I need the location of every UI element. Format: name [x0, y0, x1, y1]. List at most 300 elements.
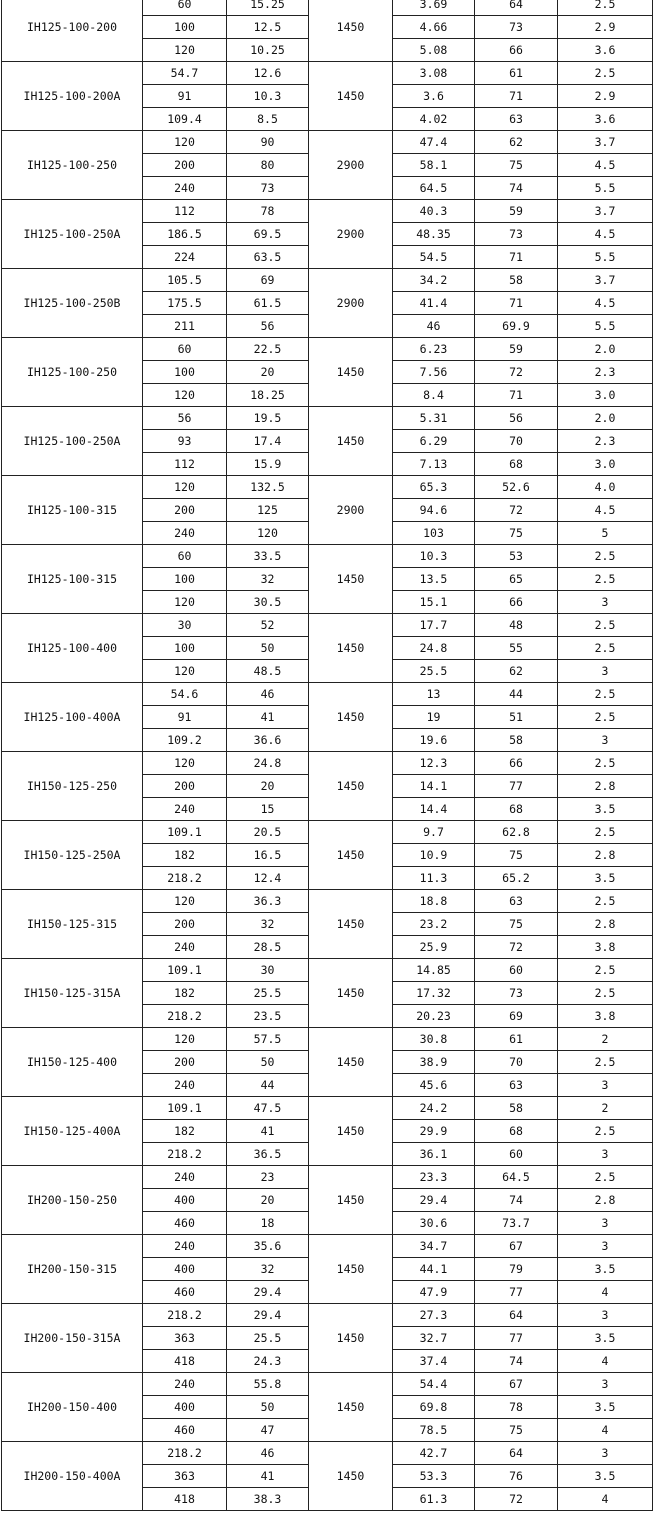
efficiency-cell: 66 [475, 39, 558, 62]
efficiency-cell: 75 [475, 913, 558, 936]
head-cell: 23 [227, 1166, 309, 1189]
head-cell: 24.3 [227, 1350, 309, 1373]
flow-cell: 218.2 [143, 1005, 227, 1028]
efficiency-cell: 75 [475, 154, 558, 177]
flow-cell: 109.1 [143, 959, 227, 982]
efficiency-cell: 55 [475, 637, 558, 660]
power-cell: 37.4 [393, 1350, 475, 1373]
flow-cell: 400 [143, 1258, 227, 1281]
npsh-cell: 4.5 [558, 499, 653, 522]
npsh-cell: 2.8 [558, 775, 653, 798]
speed-cell: 1450 [309, 1166, 393, 1235]
npsh-cell: 3.5 [558, 867, 653, 890]
power-cell: 30.8 [393, 1028, 475, 1051]
efficiency-cell: 75 [475, 522, 558, 545]
npsh-cell: 2.5 [558, 568, 653, 591]
npsh-cell: 2.8 [558, 913, 653, 936]
flow-cell: 200 [143, 499, 227, 522]
efficiency-cell: 67 [475, 1235, 558, 1258]
efficiency-cell: 79 [475, 1258, 558, 1281]
efficiency-cell: 64 [475, 1304, 558, 1327]
power-cell: 10.3 [393, 545, 475, 568]
npsh-cell: 3 [558, 591, 653, 614]
head-cell: 78 [227, 200, 309, 223]
head-cell: 125 [227, 499, 309, 522]
power-cell: 36.1 [393, 1143, 475, 1166]
flow-cell: 120 [143, 476, 227, 499]
npsh-cell: 2.5 [558, 1166, 653, 1189]
head-cell: 16.5 [227, 844, 309, 867]
npsh-cell: 3.5 [558, 1396, 653, 1419]
efficiency-cell: 59 [475, 200, 558, 223]
head-cell: 22.5 [227, 338, 309, 361]
efficiency-cell: 72 [475, 936, 558, 959]
npsh-cell: 2.8 [558, 1189, 653, 1212]
head-cell: 41 [227, 706, 309, 729]
flow-cell: 91 [143, 706, 227, 729]
flow-cell: 120 [143, 39, 227, 62]
power-cell: 34.2 [393, 269, 475, 292]
npsh-cell: 2.3 [558, 361, 653, 384]
speed-cell: 1450 [309, 890, 393, 959]
table-row [2, 338, 653, 361]
power-cell: 5.08 [393, 39, 475, 62]
head-cell: 28.5 [227, 936, 309, 959]
head-cell: 15.25 [227, 0, 309, 16]
efficiency-cell: 73 [475, 16, 558, 39]
model-cell: IH125-100-315 [2, 476, 143, 545]
power-cell: 14.1 [393, 775, 475, 798]
head-cell: 46 [227, 683, 309, 706]
efficiency-cell: 78 [475, 1396, 558, 1419]
power-cell: 19 [393, 706, 475, 729]
flow-cell: 120 [143, 1028, 227, 1051]
npsh-cell: 4.0 [558, 476, 653, 499]
model-cell: IH150-125-315A [2, 959, 143, 1028]
npsh-cell: 3 [558, 1235, 653, 1258]
flow-cell: 100 [143, 16, 227, 39]
model-cell: IH200-150-315 [2, 1235, 143, 1304]
efficiency-cell: 51 [475, 706, 558, 729]
flow-cell: 182 [143, 982, 227, 1005]
npsh-cell: 3 [558, 1373, 653, 1396]
head-cell: 32 [227, 568, 309, 591]
speed-cell: 1450 [309, 1235, 393, 1304]
flow-cell: 109.2 [143, 729, 227, 752]
head-cell: 36.5 [227, 1143, 309, 1166]
flow-cell: 60 [143, 545, 227, 568]
head-cell: 57.5 [227, 1028, 309, 1051]
power-cell: 25.5 [393, 660, 475, 683]
efficiency-cell: 68 [475, 453, 558, 476]
flow-cell: 200 [143, 1051, 227, 1074]
power-cell: 47.9 [393, 1281, 475, 1304]
efficiency-cell: 68 [475, 1120, 558, 1143]
flow-cell: 418 [143, 1488, 227, 1511]
power-cell: 29.9 [393, 1120, 475, 1143]
power-cell: 6.29 [393, 430, 475, 453]
model-cell: IH150-125-315 [2, 890, 143, 959]
flow-cell: 120 [143, 131, 227, 154]
speed-cell: 1450 [309, 62, 393, 131]
flow-cell: 109.4 [143, 108, 227, 131]
npsh-cell: 3 [558, 1074, 653, 1097]
efficiency-cell: 68 [475, 798, 558, 821]
head-cell: 20 [227, 1189, 309, 1212]
efficiency-cell: 71 [475, 85, 558, 108]
head-cell: 18 [227, 1212, 309, 1235]
speed-cell: 1450 [309, 338, 393, 407]
head-cell: 32 [227, 1258, 309, 1281]
power-cell: 53.3 [393, 1465, 475, 1488]
efficiency-cell: 70 [475, 430, 558, 453]
npsh-cell: 3.5 [558, 1258, 653, 1281]
model-cell: IH150-125-250 [2, 752, 143, 821]
speed-cell: 2900 [309, 476, 393, 545]
table-row [2, 476, 653, 499]
flow-cell: 200 [143, 775, 227, 798]
table-row [2, 1373, 653, 1396]
power-cell: 7.56 [393, 361, 475, 384]
flow-cell: 60 [143, 0, 227, 16]
npsh-cell: 2.3 [558, 430, 653, 453]
power-cell: 94.6 [393, 499, 475, 522]
model-cell: IH150-125-400A [2, 1097, 143, 1166]
efficiency-cell: 70 [475, 1051, 558, 1074]
flow-cell: 120 [143, 752, 227, 775]
efficiency-cell: 75 [475, 1419, 558, 1442]
table-row [2, 407, 653, 430]
table-row [2, 200, 653, 223]
speed-cell: 1450 [309, 0, 393, 62]
efficiency-cell: 62 [475, 131, 558, 154]
speed-cell: 1450 [309, 1442, 393, 1511]
efficiency-cell: 64.5 [475, 1166, 558, 1189]
model-cell: IH125-100-250A [2, 407, 143, 476]
efficiency-cell: 63 [475, 890, 558, 913]
head-cell: 44 [227, 1074, 309, 1097]
efficiency-cell: 65.2 [475, 867, 558, 890]
head-cell: 17.4 [227, 430, 309, 453]
flow-cell: 240 [143, 1373, 227, 1396]
flow-cell: 91 [143, 85, 227, 108]
efficiency-cell: 71 [475, 384, 558, 407]
table-row [2, 545, 653, 568]
npsh-cell: 2.5 [558, 683, 653, 706]
power-cell: 4.02 [393, 108, 475, 131]
npsh-cell: 4.5 [558, 223, 653, 246]
flow-cell: 60 [143, 338, 227, 361]
efficiency-cell: 66 [475, 591, 558, 614]
flow-cell: 112 [143, 453, 227, 476]
model-cell: IH200-150-400 [2, 1373, 143, 1442]
power-cell: 14.85 [393, 959, 475, 982]
head-cell: 56 [227, 315, 309, 338]
flow-cell: 186.5 [143, 223, 227, 246]
power-cell: 46 [393, 315, 475, 338]
flow-cell: 240 [143, 798, 227, 821]
flow-cell: 460 [143, 1212, 227, 1235]
efficiency-cell: 52.6 [475, 476, 558, 499]
npsh-cell: 4 [558, 1281, 653, 1304]
head-cell: 12.5 [227, 16, 309, 39]
npsh-cell: 3 [558, 1442, 653, 1465]
table-row [2, 0, 653, 16]
power-cell: 45.6 [393, 1074, 475, 1097]
power-cell: 20.23 [393, 1005, 475, 1028]
power-cell: 15.1 [393, 591, 475, 614]
flow-cell: 120 [143, 384, 227, 407]
speed-cell: 1450 [309, 545, 393, 614]
flow-cell: 240 [143, 936, 227, 959]
head-cell: 50 [227, 637, 309, 660]
head-cell: 46 [227, 1442, 309, 1465]
efficiency-cell: 63 [475, 108, 558, 131]
head-cell: 41 [227, 1120, 309, 1143]
npsh-cell: 5 [558, 522, 653, 545]
efficiency-cell: 61 [475, 62, 558, 85]
head-cell: 18.25 [227, 384, 309, 407]
power-cell: 5.31 [393, 407, 475, 430]
power-cell: 32.7 [393, 1327, 475, 1350]
efficiency-cell: 77 [475, 775, 558, 798]
table-row [2, 269, 653, 292]
flow-cell: 112 [143, 200, 227, 223]
npsh-cell: 2.5 [558, 1051, 653, 1074]
speed-cell: 1450 [309, 407, 393, 476]
model-cell: IH125-100-250 [2, 131, 143, 200]
head-cell: 23.5 [227, 1005, 309, 1028]
npsh-cell: 2.0 [558, 338, 653, 361]
flow-cell: 211 [143, 315, 227, 338]
efficiency-cell: 67 [475, 1373, 558, 1396]
head-cell: 47 [227, 1419, 309, 1442]
power-cell: 103 [393, 522, 475, 545]
flow-cell: 93 [143, 430, 227, 453]
power-cell: 3.6 [393, 85, 475, 108]
speed-cell: 1450 [309, 1373, 393, 1442]
npsh-cell: 3 [558, 1143, 653, 1166]
head-cell: 48.5 [227, 660, 309, 683]
efficiency-cell: 53 [475, 545, 558, 568]
npsh-cell: 2.5 [558, 959, 653, 982]
power-cell: 4.66 [393, 16, 475, 39]
head-cell: 10.25 [227, 39, 309, 62]
npsh-cell: 3.7 [558, 200, 653, 223]
table-row [2, 1235, 653, 1258]
efficiency-cell: 60 [475, 959, 558, 982]
speed-cell: 1450 [309, 1097, 393, 1166]
efficiency-cell: 69.9 [475, 315, 558, 338]
npsh-cell: 2 [558, 1097, 653, 1120]
head-cell: 55.8 [227, 1373, 309, 1396]
efficiency-cell: 69 [475, 1005, 558, 1028]
efficiency-cell: 76 [475, 1465, 558, 1488]
model-cell: IH125-100-200 [2, 0, 143, 62]
table-row [2, 959, 653, 982]
flow-cell: 460 [143, 1419, 227, 1442]
npsh-cell: 2.5 [558, 545, 653, 568]
efficiency-cell: 72 [475, 361, 558, 384]
npsh-cell: 3.7 [558, 131, 653, 154]
flow-cell: 56 [143, 407, 227, 430]
npsh-cell: 4.5 [558, 154, 653, 177]
efficiency-cell: 58 [475, 729, 558, 752]
power-cell: 38.9 [393, 1051, 475, 1074]
efficiency-cell: 56 [475, 407, 558, 430]
head-cell: 41 [227, 1465, 309, 1488]
head-cell: 19.5 [227, 407, 309, 430]
npsh-cell: 2.5 [558, 62, 653, 85]
pump-spec-table [1, 0, 653, 1511]
npsh-cell: 2.8 [558, 844, 653, 867]
npsh-cell: 3.5 [558, 1465, 653, 1488]
speed-cell: 1450 [309, 1304, 393, 1373]
power-cell: 11.3 [393, 867, 475, 890]
npsh-cell: 3 [558, 660, 653, 683]
npsh-cell: 3.6 [558, 108, 653, 131]
flow-cell: 240 [143, 522, 227, 545]
flow-cell: 109.1 [143, 1097, 227, 1120]
table-row [2, 890, 653, 913]
model-cell: IH200-150-315A [2, 1304, 143, 1373]
efficiency-cell: 64 [475, 0, 558, 16]
efficiency-cell: 62 [475, 660, 558, 683]
efficiency-cell: 60 [475, 1143, 558, 1166]
head-cell: 69.5 [227, 223, 309, 246]
flow-cell: 240 [143, 1166, 227, 1189]
head-cell: 73 [227, 177, 309, 200]
efficiency-cell: 73 [475, 982, 558, 1005]
efficiency-cell: 77 [475, 1327, 558, 1350]
table-row [2, 614, 653, 637]
npsh-cell: 2.5 [558, 0, 653, 16]
head-cell: 80 [227, 154, 309, 177]
table-row [2, 1304, 653, 1327]
model-cell: IH125-100-200A [2, 62, 143, 131]
speed-cell: 1450 [309, 752, 393, 821]
flow-cell: 100 [143, 568, 227, 591]
model-cell: IH200-150-400A [2, 1442, 143, 1511]
head-cell: 20.5 [227, 821, 309, 844]
head-cell: 8.5 [227, 108, 309, 131]
power-cell: 30.6 [393, 1212, 475, 1235]
power-cell: 7.13 [393, 453, 475, 476]
flow-cell: 182 [143, 1120, 227, 1143]
head-cell: 20 [227, 361, 309, 384]
power-cell: 9.7 [393, 821, 475, 844]
efficiency-cell: 61 [475, 1028, 558, 1051]
table-row [2, 683, 653, 706]
power-cell: 25.9 [393, 936, 475, 959]
power-cell: 17.32 [393, 982, 475, 1005]
npsh-cell: 4 [558, 1419, 653, 1442]
npsh-cell: 4 [558, 1350, 653, 1373]
npsh-cell: 3.0 [558, 453, 653, 476]
power-cell: 58.1 [393, 154, 475, 177]
npsh-cell: 3 [558, 729, 653, 752]
power-cell: 69.8 [393, 1396, 475, 1419]
npsh-cell: 2.5 [558, 1120, 653, 1143]
power-cell: 54.5 [393, 246, 475, 269]
efficiency-cell: 77 [475, 1281, 558, 1304]
table-row [2, 1028, 653, 1051]
power-cell: 27.3 [393, 1304, 475, 1327]
power-cell: 12.3 [393, 752, 475, 775]
head-cell: 35.6 [227, 1235, 309, 1258]
head-cell: 63.5 [227, 246, 309, 269]
npsh-cell: 2.5 [558, 821, 653, 844]
head-cell: 15.9 [227, 453, 309, 476]
efficiency-cell: 71 [475, 246, 558, 269]
efficiency-cell: 73.7 [475, 1212, 558, 1235]
efficiency-cell: 63 [475, 1074, 558, 1097]
speed-cell: 1450 [309, 821, 393, 890]
power-cell: 48.35 [393, 223, 475, 246]
efficiency-cell: 72 [475, 499, 558, 522]
efficiency-cell: 75 [475, 844, 558, 867]
head-cell: 50 [227, 1051, 309, 1074]
npsh-cell: 3.7 [558, 269, 653, 292]
head-cell: 33.5 [227, 545, 309, 568]
speed-cell: 1450 [309, 959, 393, 1028]
head-cell: 50 [227, 1396, 309, 1419]
power-cell: 42.7 [393, 1442, 475, 1465]
head-cell: 29.4 [227, 1304, 309, 1327]
head-cell: 47.5 [227, 1097, 309, 1120]
efficiency-cell: 74 [475, 177, 558, 200]
power-cell: 40.3 [393, 200, 475, 223]
flow-cell: 418 [143, 1350, 227, 1373]
table-row [2, 1442, 653, 1465]
npsh-cell: 2.5 [558, 706, 653, 729]
model-cell: IH125-100-250 [2, 338, 143, 407]
efficiency-cell: 73 [475, 223, 558, 246]
head-cell: 24.8 [227, 752, 309, 775]
power-cell: 54.4 [393, 1373, 475, 1396]
power-cell: 6.23 [393, 338, 475, 361]
npsh-cell: 2.9 [558, 16, 653, 39]
npsh-cell: 5.5 [558, 315, 653, 338]
flow-cell: 218.2 [143, 1143, 227, 1166]
flow-cell: 200 [143, 913, 227, 936]
power-cell: 34.7 [393, 1235, 475, 1258]
head-cell: 38.3 [227, 1488, 309, 1511]
power-cell: 29.4 [393, 1189, 475, 1212]
flow-cell: 175.5 [143, 292, 227, 315]
flow-cell: 100 [143, 361, 227, 384]
efficiency-cell: 59 [475, 338, 558, 361]
power-cell: 13 [393, 683, 475, 706]
npsh-cell: 2 [558, 1028, 653, 1051]
npsh-cell: 2.5 [558, 614, 653, 637]
flow-cell: 400 [143, 1189, 227, 1212]
head-cell: 29.4 [227, 1281, 309, 1304]
efficiency-cell: 71 [475, 292, 558, 315]
head-cell: 30.5 [227, 591, 309, 614]
speed-cell: 2900 [309, 269, 393, 338]
head-cell: 25.5 [227, 982, 309, 1005]
flow-cell: 54.7 [143, 62, 227, 85]
npsh-cell: 3.8 [558, 1005, 653, 1028]
power-cell: 18.8 [393, 890, 475, 913]
flow-cell: 400 [143, 1396, 227, 1419]
table-row [2, 131, 653, 154]
model-cell: IH125-100-250A [2, 200, 143, 269]
npsh-cell: 3.5 [558, 798, 653, 821]
efficiency-cell: 58 [475, 1097, 558, 1120]
speed-cell: 1450 [309, 614, 393, 683]
